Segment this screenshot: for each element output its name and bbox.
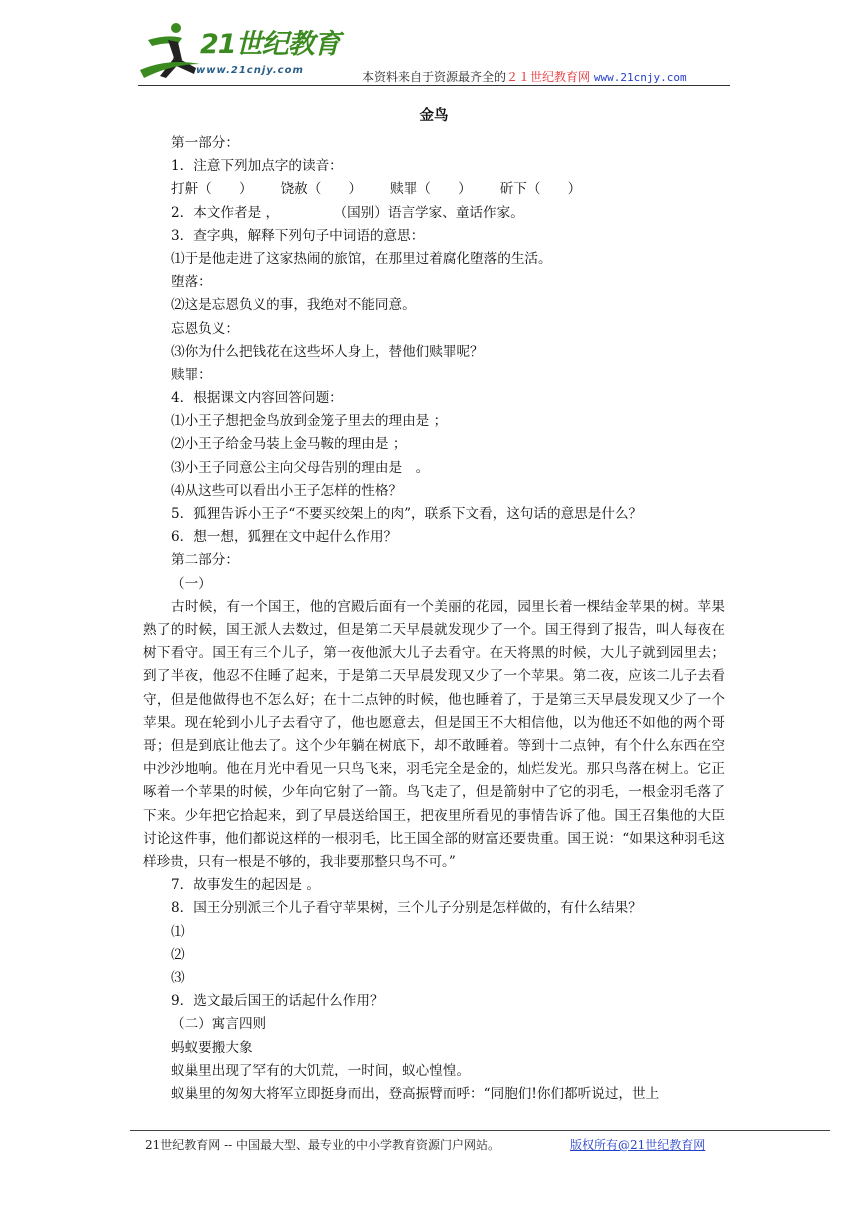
part1-heading: 第一部分：	[171, 135, 239, 151]
pinyin-blank: 饶赦（ ）	[280, 181, 363, 198]
page-header	[0, 0, 860, 90]
section-1-heading: （一）	[171, 575, 212, 592]
logo-text: 21世纪教育	[200, 29, 340, 60]
question-8-item-3: ⑶	[171, 969, 185, 986]
question-7: 7．故事发生的起因是 。	[171, 877, 320, 894]
header-brand-name: ２１世纪教育网	[506, 70, 591, 84]
footer-text: 21世纪教育网 -- 中国最大型、最专业的中小学教育资源门户网站。	[145, 1138, 501, 1152]
question-4: 4．根据课文内容回答问题：	[171, 390, 343, 407]
pinyin-blank: 打鼾（ ）	[171, 181, 253, 198]
header-note-prefix: 本资料来自于资源最齐全的	[362, 70, 507, 84]
header-note	[362, 68, 687, 85]
question-3-sentence-2: ⑵这是忘恩负义的事，我绝对不能同意。	[171, 297, 416, 314]
copyright-link[interactable]: 版权所有@21世纪教育网	[570, 1138, 706, 1152]
question-3-word-3: 赎罪：	[171, 366, 212, 383]
pinyin-blank: 斫下（ ）	[499, 181, 582, 198]
question-4-item-3: ⑶小王子同意公主向父母告别的理由是 。	[171, 459, 430, 476]
document-body	[143, 104, 725, 1106]
question-5: 5．狐狸告诉小王子“不要买绞架上的肉”，联系下文看，这句话的意思是什么？	[171, 506, 643, 522]
brand-logo[interactable]	[138, 18, 338, 84]
runner-logo-icon	[138, 20, 204, 82]
question-3-word-2: 忘恩负义：	[171, 320, 239, 337]
question-8-item-2: ⑵	[171, 946, 185, 963]
header-site-link[interactable]: www.21cnjy.com	[593, 71, 687, 84]
part2-heading: 第二部分：	[171, 552, 239, 569]
question-1: 1．注意下列加点字的读音：	[171, 158, 343, 175]
pinyin-blank: 赎罪（ ）	[390, 181, 472, 198]
question-3: 3．查字典，解释下列句子中词语的意思：	[171, 227, 425, 244]
page-footer	[145, 1136, 706, 1153]
question-3-sentence-3: ⑶你为什么把钱花在这些坏人身上，替他们赎罪呢？	[171, 343, 484, 360]
fable-paragraph-2: 蚁巢里的匆匆大将军立即挺身而出，登高振臂而呼：“同胞们!你们都听说过，世上	[171, 1085, 660, 1102]
passage-paragraph: 古时候，有一个国王，他的宫殿后面有一个美丽的花园，园里长着一棵结金苹果的树。苹果熟了的时候，国王派人去数过，但是第二天早晨就发现少了一个。国王得到了报告，叫人每夜在树下看守。国王有三个儿子，第一夜他派大儿子去看守。在天将黑的时候，大儿子就到园里去；到了半夜，他忍不住睡了起来，于是第二天早晨发现又少了一个苹果。第二夜，应该二儿子去看守，但是他做得也不怎么好；在十二点钟的时候，他也睡着了，于是第三天早晨发现又少了一个苹果。现在轮到小儿子去看守了，他也愿意去，但是国王不大相信他，以为他还不如他的两个哥哥；但是到底让他去了。这个少年躺在树底下，却不敢睡着。等到十二点钟，有个什么东西在空中沙沙地响。他在月光中看见一只鸟飞来，羽毛完全是金的，灿烂发光。那只鸟落在树上。它正啄着一个苹果的时候，少年向它射了一箭。鸟飞走了，但是箭射中了它的羽毛，一根金羽毛落了下来。少年把它拾起来，到了早晨送给国王，把夜里所看见的事情告诉了他。国王召集他的大臣讨论这件事，他们都说这样的一根羽毛，比王国全部的财富还要贵重。国王说：“如果这种羽毛这样珍贵，只有一根是不够的，我非要那整只鸟不可。”	[143, 598, 725, 870]
question-9: 9．选文最后国王的话起什么作用？	[171, 993, 384, 1010]
document-title: 金鸟	[419, 108, 449, 124]
fable-title: 蚂蚁要搬大象	[171, 1039, 253, 1056]
question-4-item-4: ⑷从这些可以看出小王子怎样的性格？	[171, 482, 403, 499]
question-4-item-1: ⑴小王子想把金鸟放到金笼子里去的理由是 ；	[171, 413, 448, 430]
question-8: 8．国王分别派三个儿子看守苹果树，三个儿子分别是怎样做的，有什么结果？	[171, 900, 642, 917]
question-3-word-1: 堕落：	[171, 274, 212, 291]
section-2-heading: （二）寓言四则	[171, 1016, 267, 1033]
fable-paragraph-1: 蚁巢里出现了罕有的大饥荒，一时间，蚁心惶惶。	[171, 1062, 471, 1079]
question-6: 6．想一想，狐狸在文中起什么作用？	[171, 529, 398, 546]
logo-url: www.21cnjy.com	[196, 65, 304, 76]
question-1-items	[143, 178, 725, 201]
question-3-sentence-1: ⑴于是他走进了这家热闹的旅馆，在那里过着腐化堕落的生活。	[171, 250, 552, 267]
question-2: 2．本文作者是 ， （国别）语言学家、童话作家。	[171, 204, 524, 221]
question-4-item-2: ⑵小王子给金马装上金马鞍的理由是 ；	[171, 436, 407, 453]
footer-divider	[130, 1130, 830, 1131]
header-divider	[138, 85, 730, 86]
question-8-item-1: ⑴	[171, 923, 185, 940]
